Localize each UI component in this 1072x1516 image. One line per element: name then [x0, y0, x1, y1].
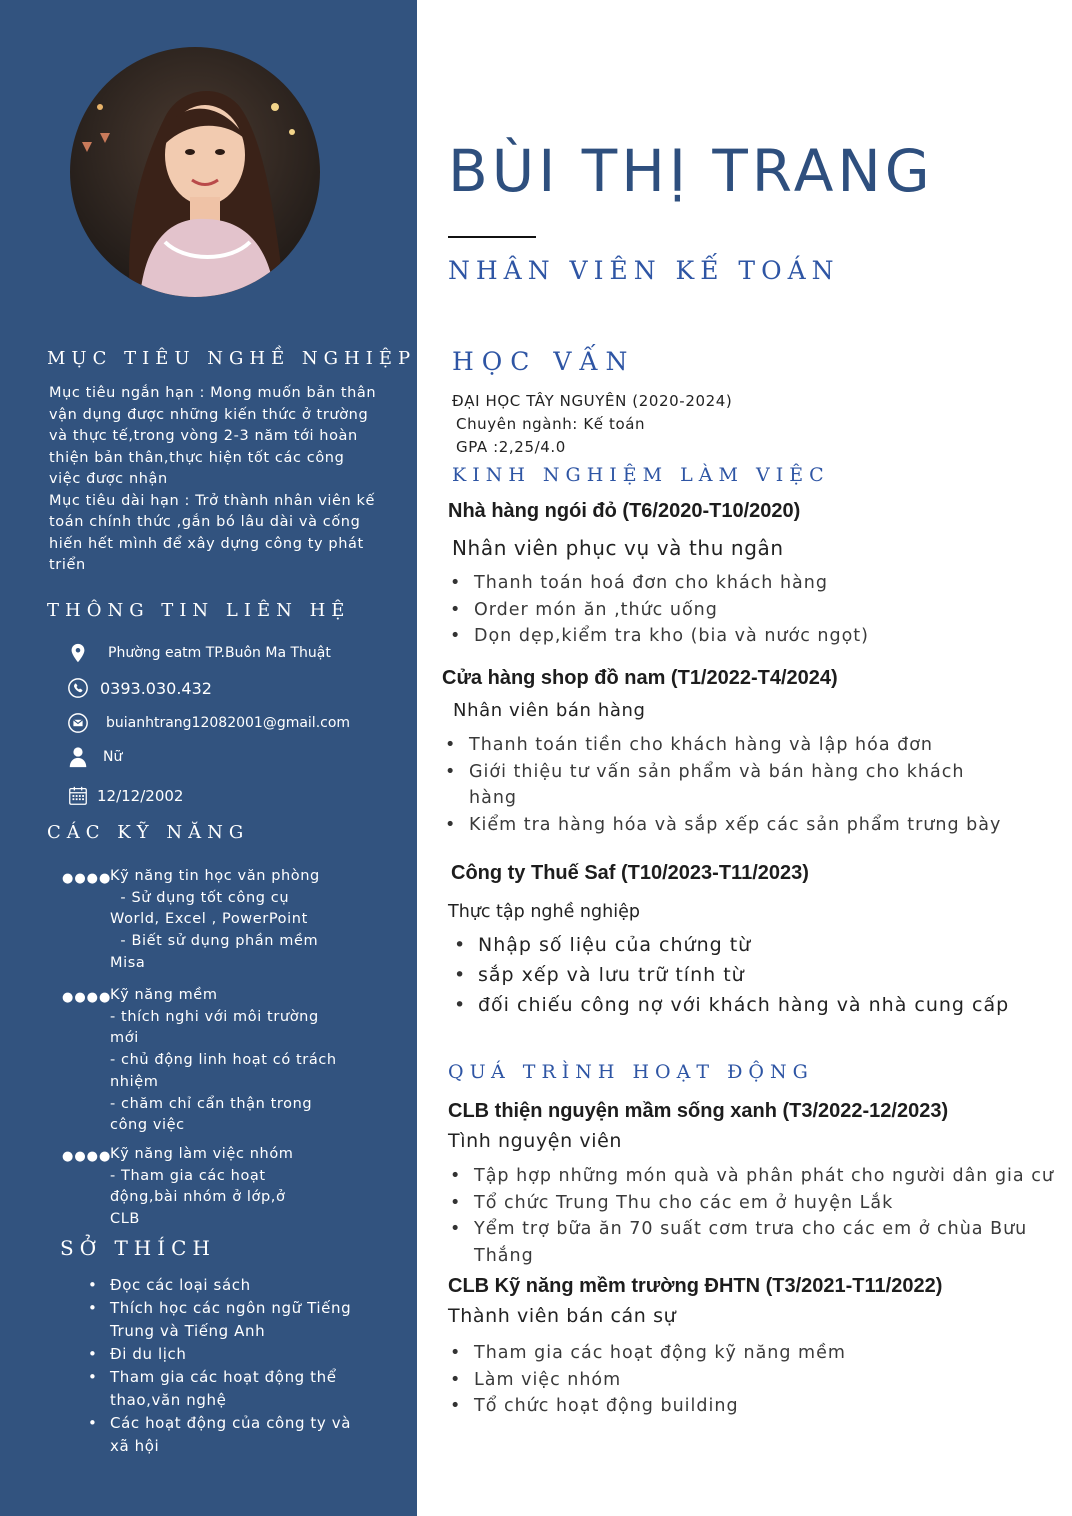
list-item: • Các hoạt động của công ty và xã hội: [88, 1412, 358, 1458]
education-block: [452, 390, 732, 459]
activity-tasks: [447, 1340, 1047, 1420]
skill-office: [62, 866, 362, 975]
skill-line: mới: [110, 1030, 139, 1047]
contact-phone-text: 0393.030.432: [100, 678, 212, 698]
skill-line: - Sử dụng tốt công cụ: [110, 889, 290, 906]
activities-heading: QUÁ TRÌNH HOẠT ĐỘNG: [448, 1061, 814, 1083]
list-item: • Order món ăn ,thức uống: [447, 597, 1047, 624]
list-item: • Đi du lịch: [88, 1343, 358, 1366]
objective-long-term: Mục tiêu dài hạn : Trở thành nhân viên kế toán chính thức ,gắn bó lâu dài và cống hiến hết mình để xây dựng công ty phát triển: [49, 492, 376, 573]
skill-line: công việc: [110, 1117, 185, 1134]
list-item: • sắp xếp và lưu trữ tính từ: [451, 960, 1051, 990]
list-item: • Thanh toán hoá đơn cho khách hàng: [447, 570, 1047, 597]
skill-line: động,bài nhóm ở lớp,ở: [110, 1189, 286, 1206]
skill-line: - Tham gia các hoạt: [110, 1167, 266, 1184]
skill-dots: ●●●●: [62, 871, 112, 886]
skill-line: CLB: [110, 1211, 140, 1228]
skills-heading: CÁC KỸ NĂNG: [47, 822, 250, 843]
skill-line: nhiệm: [110, 1073, 159, 1090]
contact-email-text: buianhtrang12082001@gmail.com: [106, 715, 351, 731]
experience-heading: KINH NGHIỆM LÀM VIỆC: [452, 464, 830, 486]
email-icon: [66, 711, 90, 735]
contact-gender: [66, 745, 122, 769]
person-icon: [66, 745, 90, 769]
skill-teamwork: [62, 1144, 362, 1231]
contact-gender-text: Nữ: [103, 749, 123, 765]
list-item: • Tổ chức Trung Thu cho các em ở huyện Lắk: [447, 1190, 1067, 1217]
education-major: Chuyên ngành: Kế toán: [456, 415, 646, 433]
activity-org: CLB thiện nguyện mầm sống xanh (T3/2022-12/2023): [448, 1100, 949, 1122]
skill-line: Misa: [110, 954, 146, 971]
education-gpa: GPA :2,25/4.0: [456, 438, 566, 456]
list-item: • Tổ chức hoạt động building: [447, 1393, 1047, 1420]
job-role: Nhân viên bán hàng: [453, 700, 646, 721]
objective-short-term: Mục tiêu ngắn hạn : Mong muốn bản thân vận dụng được những kiến thức ở trường và thực tế,trong vòng 2-3 năm tới hoàn thiện bản thân,thực hiện tốt các công việc được nhận: [49, 385, 377, 487]
job-company: Nhà hàng ngói đỏ (T6/2020-T10/2020): [448, 500, 801, 522]
divider: [448, 236, 536, 238]
contact-birthday-text: 12/12/2002: [97, 787, 184, 805]
list-item: • Tham gia các hoạt động kỹ năng mềm: [447, 1340, 1047, 1367]
job-tasks: [447, 570, 1047, 650]
list-item: • Nhập số liệu của chứng từ: [451, 930, 1051, 960]
contact-address-text: Phường eatm TP.Buôn Ma Thuật: [108, 645, 331, 661]
skill-line: Kỹ năng làm việc nhóm: [110, 1146, 294, 1162]
skill-line: - Biết sử dụng phần mềm: [110, 933, 319, 950]
list-item: • đối chiếu công nợ với khách hàng và nhà cung cấp: [451, 990, 1051, 1020]
skill-dots: ●●●●: [62, 1149, 112, 1164]
list-item: • Đọc các loại sách: [88, 1274, 358, 1297]
job-tasks: [442, 732, 1032, 838]
location-pin-icon: [66, 641, 90, 665]
activity-tasks: [447, 1163, 1067, 1269]
list-item: • Thích học các ngôn ngữ Tiếng Trung và Tiếng Anh: [88, 1297, 358, 1343]
job-role: Thực tập nghề nghiệp: [448, 902, 640, 922]
skill-soft: [62, 985, 362, 1137]
contact-heading: THÔNG TIN LIÊN HỆ: [47, 600, 351, 621]
job-company: Cửa hàng shop đồ nam (T1/2022-T4/2024): [442, 667, 838, 689]
skill-line: - chăm chỉ cẩn thận trong: [110, 1095, 313, 1112]
hobbies-list: [88, 1274, 358, 1458]
profile-photo-illustration: [70, 47, 320, 297]
hobbies-heading: SỞ THÍCH: [60, 1236, 216, 1260]
education-heading: HỌC VẤN: [452, 347, 636, 376]
skill-line: World, Excel , PowerPoint: [110, 911, 308, 928]
contact-phone: [66, 676, 212, 700]
list-item: • Thanh toán tiền cho khách hàng và lập hóa đơn: [442, 732, 1032, 759]
skill-line: Kỹ năng tin học văn phòng: [110, 868, 320, 884]
list-item: • Dọn dẹp,kiểm tra kho (bia và nước ngọt): [447, 623, 1047, 650]
list-item: • Làm việc nhóm: [447, 1367, 1047, 1394]
contact-address: [66, 641, 331, 665]
job-tasks: [451, 930, 1051, 1020]
job-company: Công ty Thuế Saf (T10/2023-T11/2023): [451, 862, 809, 884]
list-item: • Kiểm tra hàng hóa và sắp xếp các sản phẩm trưng bày: [442, 812, 1032, 839]
list-item: • Giới thiệu tư vấn sản phẩm và bán hàng cho khách hàng: [442, 759, 1002, 812]
phone-icon: [66, 676, 90, 700]
job-title: NHÂN VIÊN KẾ TOÁN: [448, 256, 840, 285]
contact-birthday: [66, 784, 183, 808]
full-name: BÙI THỊ TRANG: [448, 137, 934, 205]
job-role: Nhân viên phục vụ và thu ngân: [452, 536, 784, 560]
objective-heading: MỤC TIÊU NGHỀ NGHIỆP: [47, 348, 417, 369]
list-item: • Tập hợp những món quà và phân phát cho người dân gia cư: [447, 1163, 1067, 1190]
calendar-icon: [66, 784, 90, 808]
activity-org: CLB Kỹ năng mềm trường ĐHTN (T3/2021-T11/2022): [448, 1275, 943, 1297]
skill-line: - chủ động linh hoạt có trách: [110, 1052, 337, 1069]
contact-email: [66, 711, 350, 735]
objective-text: [49, 383, 379, 577]
skill-dots: ●●●●: [62, 990, 112, 1005]
skill-line: Kỹ năng mềm: [110, 987, 218, 1003]
education-school: ĐẠI HỌC TÂY NGUYÊN (2020-2024): [452, 392, 733, 410]
activity-role: Thành viên bán cán sự: [448, 1305, 677, 1327]
skill-line: - thích nghi với môi trường: [110, 1008, 319, 1025]
profile-photo: [70, 47, 320, 297]
sidebar: [0, 0, 417, 1516]
list-item: • Yểm trợ bữa ăn 70 suất cơm trưa cho các em ở chùa Bưu Thắng: [447, 1216, 1047, 1269]
list-item: • Tham gia các hoạt động thể thao,văn nghệ: [88, 1366, 358, 1412]
activity-role: Tình nguyện viên: [448, 1130, 623, 1152]
